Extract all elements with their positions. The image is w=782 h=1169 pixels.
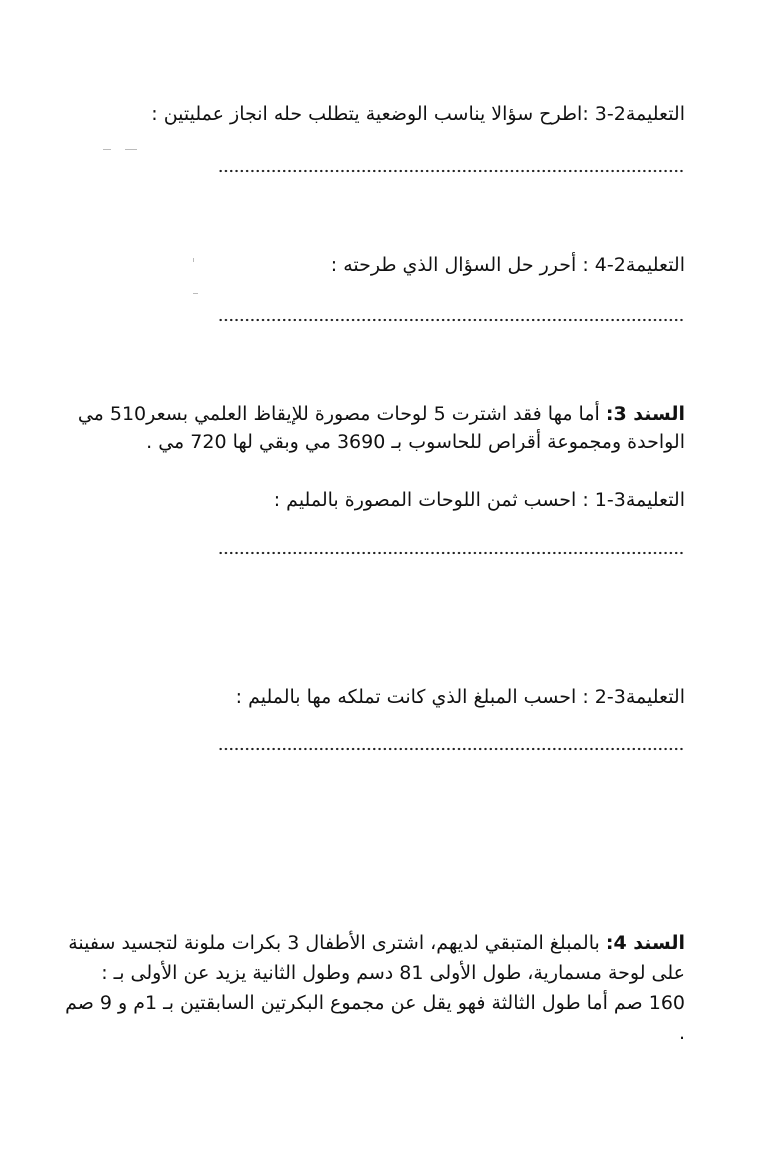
support-3-line-2: الواحدة ومجموعة أقراص للحاسوب بـ 3690 مي وبقي لها 720 مي . (146, 431, 685, 453)
instruction-3-1-label: التعليمة3-1 (594, 489, 685, 511)
support-3-paragraph (75, 400, 685, 456)
scan-artifact (193, 258, 194, 262)
instruction-2-4-label: التعليمة2-4 (594, 254, 685, 276)
instruction-3-2-text: : احسب المبلغ الذي كانت تملكه مها بالمليم : (235, 686, 595, 708)
scan-artifact (193, 293, 198, 294)
instruction-2-3-label: التعليمة2-3 (594, 103, 685, 125)
support-4-text-1: بالمبلغ المتبقي لديهم، اشترى الأطفال 3 بكرات ملونة لتجسيد سفينة (68, 932, 606, 954)
support-4-line-1 (55, 928, 685, 958)
answer-line-3-1[interactable] (218, 550, 684, 556)
support-4-line-4: . (678, 1022, 685, 1044)
support-3-line-1 (75, 400, 685, 428)
support-4-paragraph (55, 928, 685, 1048)
support-3-label: السند 3: (605, 403, 685, 425)
instruction-2-3-text: :اطرح سؤالا يناسب الوضعية يتطلب حله انجاز عمليتين : (151, 103, 595, 125)
instruction-2-3 (151, 100, 685, 128)
answer-line-2-4[interactable] (218, 317, 684, 323)
answer-line-2-3[interactable] (218, 168, 684, 174)
scan-artifact (103, 149, 111, 150)
instruction-3-1 (274, 486, 685, 514)
scan-artifact (125, 149, 137, 150)
answer-line-3-2[interactable] (218, 746, 684, 752)
support-4-line-2: على لوحة مسمارية، طول الأولى 81 دسم وطول الثانية يزيد عن الأولى بـ : (101, 962, 685, 984)
support-4-label: السند 4: (605, 932, 685, 954)
instruction-3-1-text: : احسب ثمن اللوحات المصورة بالمليم : (273, 489, 595, 511)
instruction-3-2-label: التعليمة3-2 (594, 686, 685, 708)
support-3-text-1: أما مها فقد اشترت 5 لوحات مصورة للإيقاظ العلمي بسعر510 مي (77, 403, 606, 425)
support-4-line-3: 160 صم أما طول الثالثة فهو يقل عن مجموع البكرتين السابقتين بـ 1م و 9 صم (65, 992, 685, 1014)
instruction-2-4 (331, 251, 685, 279)
instruction-2-4-text: : أحرر حل السؤال الذي طرحته : (330, 254, 595, 276)
instruction-3-2 (236, 683, 685, 711)
